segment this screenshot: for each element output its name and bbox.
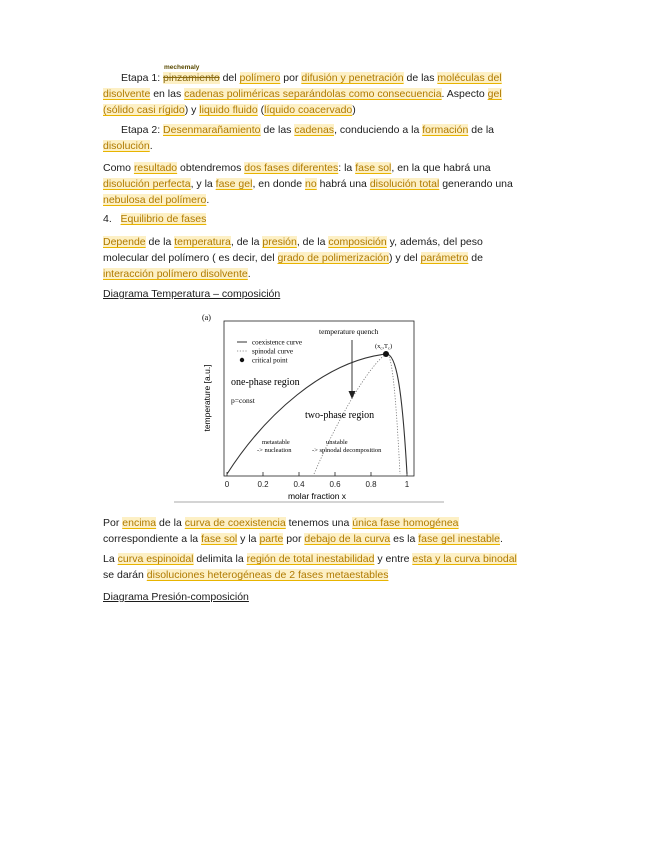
- highlight: Desenmarañamiento: [163, 124, 261, 136]
- pressure-constant-label: p=const: [231, 396, 255, 405]
- paragraph-resultado: Como resultado obtendremos dos fases diferentes: la fase sol, en la que habrá una disolución perfecta, y la fase gel, en donde no habrá una disolución total generando una nebulosa del polímero.: [103, 162, 513, 206]
- paragraph-encima: Por encima de la curva de coexistencia tenemos una única fase homogénea correspondiente a la fase sol y la parte por debajo de la curva es la fase gel inestable.: [103, 517, 503, 545]
- highlight: curva espinoidal: [117, 553, 194, 565]
- unstable-label: unstable -> spinodal decomposition: [312, 439, 382, 454]
- metastable-label: metastable -> nucleation: [257, 439, 292, 454]
- phase-diagram-figure: [174, 306, 444, 504]
- highlight: polímero: [239, 72, 281, 84]
- diagram-title-temperature: Diagrama Temperatura – composición: [103, 288, 281, 300]
- highlight: difusión y penetración: [301, 72, 404, 84]
- legend: [237, 339, 302, 365]
- highlight: cadenas poliméricas separándolas como consecuencia: [184, 88, 442, 100]
- paragraph-depende: Depende de la temperatura, de la presión, de la composición y, además, del peso molecular del polímero ( es decir, del grado de polimerización) y del parámetro de interacción polímero disolvente.: [103, 236, 483, 280]
- highlight: disolución total: [369, 178, 440, 190]
- quench-label: temperature quench: [319, 327, 379, 336]
- x-tick-label: 0.2: [257, 480, 269, 489]
- highlight: composición: [328, 236, 387, 248]
- paragraph-etapa-2: Etapa 2: Desenmarañamiento de las cadenas, conduciendo a la formación de la disolución.: [103, 124, 495, 152]
- highlight: fase sol: [355, 162, 392, 174]
- legend-entry: critical point: [252, 356, 288, 365]
- highlight: disoluciones heterogéneas de 2 fases metaestables: [146, 569, 389, 581]
- paragraph-espinoidal: La curva espinoidal delimita la región de total inestabilidad y entre esta y la curva binodal se darán disoluciones heterogéneas de 2 fases metaestables: [103, 553, 517, 581]
- highlight: moléculas del disolvente: [103, 72, 502, 100]
- highlight: gel (sólido casi rígido: [103, 88, 502, 116]
- highlight: debajo de la curva: [304, 533, 391, 545]
- x-axis-label: molar fraction x: [287, 491, 347, 501]
- x-tick-labels: [225, 480, 410, 489]
- diagram-title-pressure: Diagrama Presión-composición: [103, 591, 249, 603]
- highlight: pinzamiento: [163, 72, 220, 84]
- highlight: resultado: [133, 162, 178, 174]
- one-phase-region-label: one-phase region: [231, 377, 300, 388]
- section-heading: 4. Equilibrio de fases: [103, 213, 207, 225]
- highlight: líquido coacervado: [264, 104, 353, 116]
- x-tick-label: 0.6: [329, 480, 341, 489]
- highlight: fase gel inestable: [418, 533, 500, 545]
- highlight: parte: [259, 533, 284, 545]
- highlight: parámetro: [420, 252, 469, 264]
- x-ticks: [227, 472, 407, 476]
- highlight: liquido fluido: [199, 104, 258, 116]
- highlight: Equilibrio de fases: [120, 213, 207, 225]
- highlight: encima: [122, 517, 157, 529]
- highlight: cadenas: [294, 124, 335, 136]
- y-axis-label: temperature [a.u.]: [202, 364, 212, 432]
- x-tick-label: 1: [404, 480, 410, 489]
- highlight: dos fases diferentes: [244, 162, 339, 174]
- highlight: esta y la curva binodal: [412, 553, 517, 565]
- highlight: única fase homogénea: [352, 517, 459, 529]
- highlight: región de total inestabilidad: [246, 553, 375, 565]
- highlight: fase sol: [201, 533, 238, 545]
- highlight: nebulosa del polímero: [103, 194, 207, 206]
- critical-point-label: $(x_c,T_c)$: [375, 343, 393, 351]
- panel-label: (a): [202, 313, 211, 322]
- phase-diagram-svg: [174, 306, 444, 504]
- highlight: formación: [422, 124, 469, 136]
- highlight: Depende: [103, 236, 146, 248]
- x-tick-label: 0.4: [293, 480, 305, 489]
- highlight: disolución perfecta: [103, 178, 191, 190]
- highlight: disolución: [103, 140, 150, 152]
- highlight: temperatura: [174, 236, 231, 248]
- legend-entry: coexistence curve: [252, 338, 302, 347]
- paragraph-etapa-1: Etapa 1: pinzamiento del polímero por difusión y penetración de las moléculas del disolvente en las cadenas poliméricas separándolas como consecuencia. Aspecto gel (sólido casi rígido) y liquido fluido (líquido coacervado): [103, 72, 502, 116]
- highlight: interacción polímero disolvente: [103, 268, 248, 280]
- highlight: curva de coexistencia: [184, 517, 286, 529]
- highlight: fase gel: [215, 178, 253, 190]
- highlight: grado de polimerización: [277, 252, 389, 264]
- x-tick-label: 0: [224, 480, 230, 489]
- two-phase-region-label: two-phase region: [305, 410, 375, 421]
- handwritten-annotation: mechemaly: [164, 64, 200, 71]
- quench-arrow-head: [349, 391, 356, 399]
- critical-point: [383, 351, 389, 357]
- highlight: no: [304, 178, 317, 190]
- highlight: presión: [262, 236, 297, 248]
- x-tick-label: 0.8: [365, 480, 377, 489]
- legend-entry: spinodal curve: [252, 347, 294, 356]
